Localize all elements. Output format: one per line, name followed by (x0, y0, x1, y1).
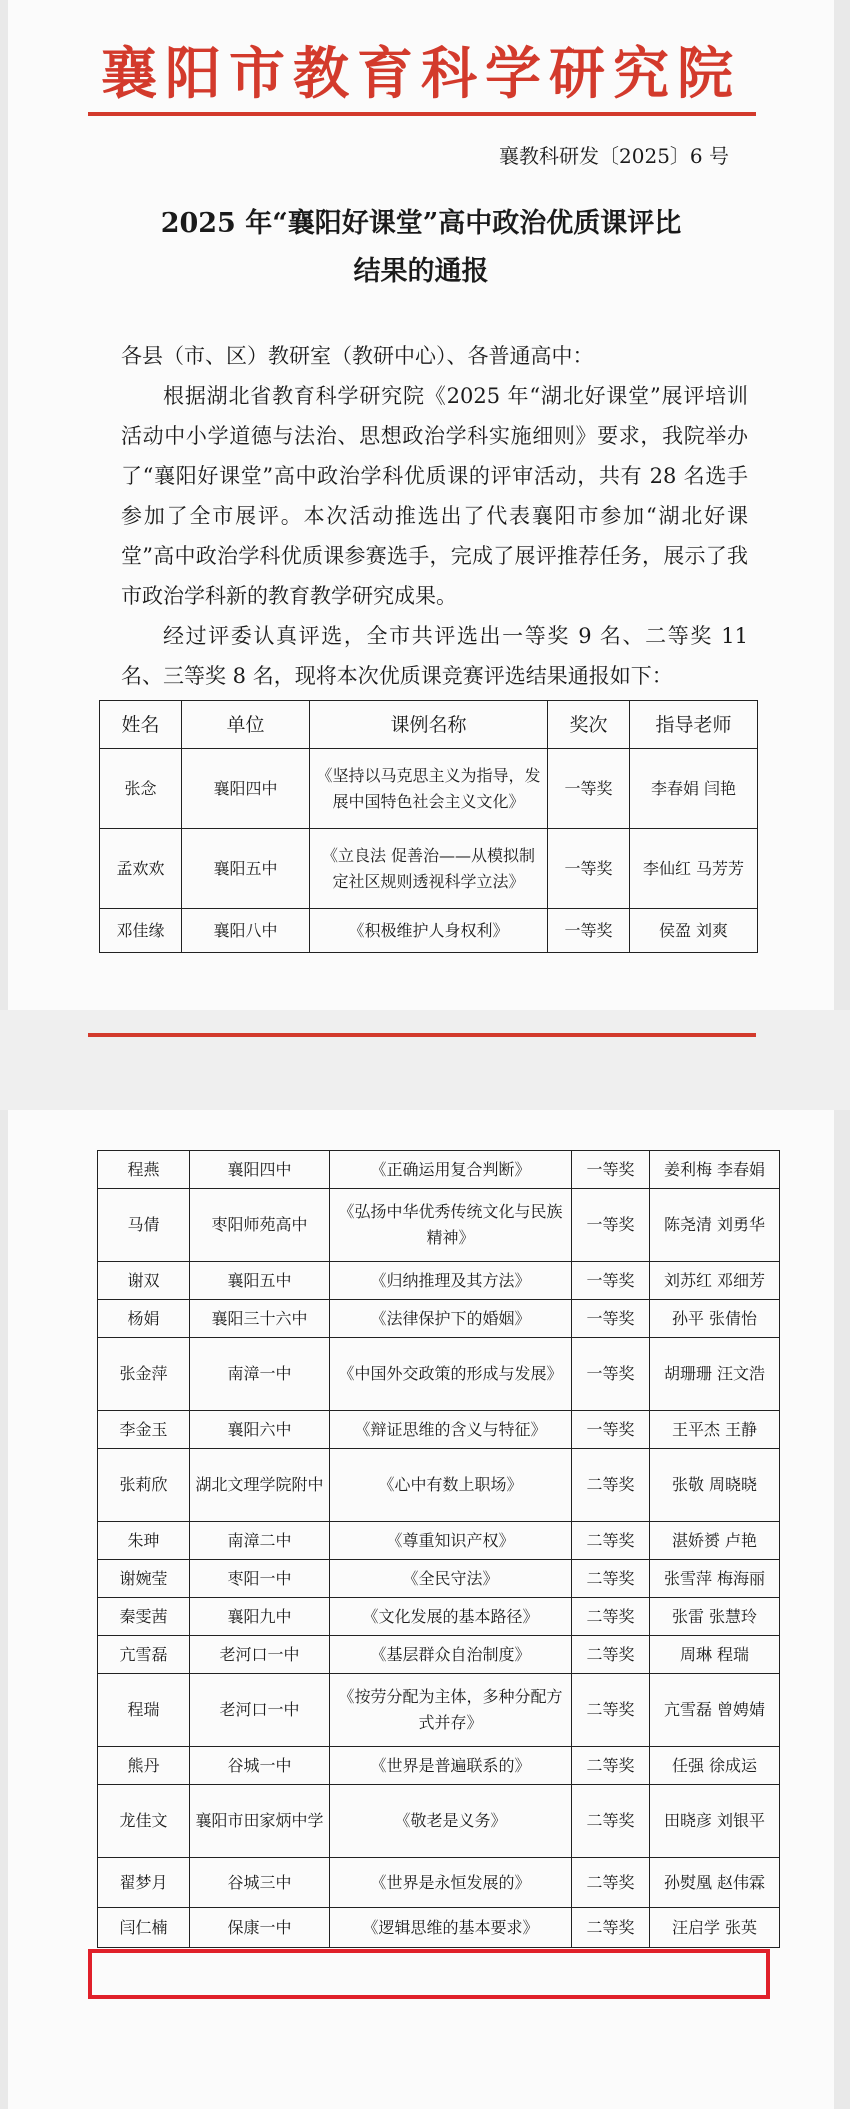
header-name: 姓名 (100, 701, 182, 749)
cell-lesson: 《法律保护下的婚姻》 (330, 1300, 572, 1338)
cell-lesson: 《逻辑思维的基本要求》 (330, 1908, 572, 1948)
cell-lesson: 《全民守法》 (330, 1560, 572, 1598)
cell-name: 李金玉 (98, 1411, 190, 1449)
cell-mentors: 湛娇赟 卢艳 (650, 1522, 780, 1560)
table-row (98, 1151, 780, 1189)
cell-award: 一等奖 (572, 1338, 650, 1411)
cell-unit: 襄阳市田家炳中学 (190, 1785, 330, 1858)
cell-unit: 南漳二中 (190, 1522, 330, 1560)
cell-name: 谢婉莹 (98, 1560, 190, 1598)
title-line-2: 结果的通报 (353, 256, 489, 287)
cell-unit: 保康一中 (190, 1908, 330, 1948)
table-row (100, 829, 758, 909)
cell-award: 二等奖 (572, 1674, 650, 1747)
highlight-box (88, 1949, 770, 1999)
cell-award: 一等奖 (548, 909, 630, 953)
cell-mentors: 汪启学 张英 (650, 1908, 780, 1948)
header-mentors: 指导老师 (630, 701, 758, 749)
paragraph-2: 经过评委认真评选，全市共评选出一等奖 9 名、二等奖 11 名、三等奖 8 名，现将本次优质课竞赛评选结果通报如下： (121, 624, 748, 688)
cell-mentors: 李仙红 马芳芳 (630, 829, 758, 909)
table-row (98, 1674, 780, 1747)
cell-unit: 襄阳五中 (190, 1262, 330, 1300)
cell-mentors: 陈尧清 刘勇华 (650, 1189, 780, 1262)
cell-unit: 襄阳四中 (182, 749, 310, 829)
agency-masthead: 襄阳市教育科学研究院 (101, 41, 741, 107)
cell-lesson: 《基层群众自治制度》 (330, 1636, 572, 1674)
cell-mentors: 刘苏红 邓细芳 (650, 1262, 780, 1300)
cell-lesson: 《归纳推理及其方法》 (330, 1262, 572, 1300)
document-page-1 (8, 0, 834, 1010)
cell-lesson: 《弘扬中华优秀传统文化与民族精神》 (330, 1189, 572, 1262)
table-row (100, 749, 758, 829)
title-line-1: 2025 年“襄阳好课堂”高中政治优质课评比 (160, 208, 682, 239)
cell-mentors: 王平杰 王静 (650, 1411, 780, 1449)
cell-unit: 谷城一中 (190, 1747, 330, 1785)
table-row (98, 1262, 780, 1300)
cell-award: 一等奖 (572, 1411, 650, 1449)
cell-name: 张金萍 (98, 1338, 190, 1411)
cell-name: 翟梦月 (98, 1858, 190, 1908)
cell-name: 龙佳文 (98, 1785, 190, 1858)
footer-red-rule (88, 1033, 756, 1037)
table-row (98, 1747, 780, 1785)
cell-lesson: 《敬老是义务》 (330, 1785, 572, 1858)
cell-award: 二等奖 (572, 1598, 650, 1636)
header-unit: 单位 (182, 701, 310, 749)
cell-name: 闫仁楠 (98, 1908, 190, 1948)
cell-name: 朱珅 (98, 1522, 190, 1560)
cell-award: 二等奖 (572, 1560, 650, 1598)
cell-name: 孟欢欢 (100, 829, 182, 909)
cell-unit: 谷城三中 (190, 1858, 330, 1908)
table-row (98, 1449, 780, 1522)
cell-name: 马倩 (98, 1189, 190, 1262)
cell-mentors: 孙平 张倩怡 (650, 1300, 780, 1338)
table-row (98, 1338, 780, 1411)
cell-mentors: 周琳 程瑞 (650, 1636, 780, 1674)
salutation: 各县（市、区）教研室（教研中心）、各普通高中： (121, 344, 594, 368)
document-number: 襄教科研发〔2025〕6 号 (499, 144, 729, 168)
document-title (128, 200, 714, 296)
cell-award: 二等奖 (572, 1636, 650, 1674)
page-gap (0, 1010, 850, 1110)
table-row (98, 1908, 780, 1948)
cell-award: 二等奖 (572, 1858, 650, 1908)
cell-mentors: 张敬 周晓晓 (650, 1449, 780, 1522)
cell-unit: 襄阳五中 (182, 829, 310, 909)
cell-unit: 襄阳九中 (190, 1598, 330, 1636)
cell-lesson: 《坚持以马克思主义为指导，发展中国特色社会主义文化》 (310, 749, 548, 829)
cell-name: 张念 (100, 749, 182, 829)
cell-unit: 枣阳师苑高中 (190, 1189, 330, 1262)
table-row (98, 1560, 780, 1598)
cell-award: 二等奖 (572, 1522, 650, 1560)
cell-award: 二等奖 (572, 1785, 650, 1858)
cell-mentors: 孙熨凰 赵伟霖 (650, 1858, 780, 1908)
table-row (98, 1785, 780, 1858)
cell-mentors: 李春娟 闫艳 (630, 749, 758, 829)
table-row (100, 909, 758, 953)
table-row (98, 1411, 780, 1449)
cell-unit: 襄阳六中 (190, 1411, 330, 1449)
cell-mentors: 胡珊珊 汪文浩 (650, 1338, 780, 1411)
cell-award: 一等奖 (548, 749, 630, 829)
cell-award: 一等奖 (572, 1300, 650, 1338)
cell-mentors: 田晓彦 刘银平 (650, 1785, 780, 1858)
cell-lesson: 《中国外交政策的形成与发展》 (330, 1338, 572, 1411)
cell-lesson: 《正确运用复合判断》 (330, 1151, 572, 1189)
cell-mentors: 亢雪磊 曾娉婧 (650, 1674, 780, 1747)
cell-name: 熊丹 (98, 1747, 190, 1785)
table-row (98, 1522, 780, 1560)
table-row (98, 1858, 780, 1908)
cell-lesson: 《文化发展的基本路径》 (330, 1598, 572, 1636)
paragraph-1: 根据湖北省教育科学研究院《2025 年“湖北好课堂”展评培训活动中小学道德与法治、思想政治学科实施细则》要求，我院举办了“襄阳好课堂”高中政治学科优质课的评审活动，共有 28 名选手参加了全市展评。本次活动推选出了代表襄阳市参加“湖北好课堂”高中政治学科优质课参赛选手，完成了展评推荐任务，展示了我市政治学科新的教育教学研究成果。 (121, 384, 748, 608)
cell-mentors: 张雪萍 梅海丽 (650, 1560, 780, 1598)
cell-lesson: 《立良法 促善治——从模拟制定社区规则透视科学立法》 (310, 829, 548, 909)
cell-name: 张莉欣 (98, 1449, 190, 1522)
cell-unit: 湖北文理学院附中 (190, 1449, 330, 1522)
cell-name: 亢雪磊 (98, 1636, 190, 1674)
cell-mentors: 侯盈 刘爽 (630, 909, 758, 953)
cell-lesson: 《世界是永恒发展的》 (330, 1858, 572, 1908)
cell-award: 二等奖 (572, 1449, 650, 1522)
cell-mentors: 任强 徐成运 (650, 1747, 780, 1785)
table-row (98, 1300, 780, 1338)
document-body (121, 336, 748, 696)
cell-lesson: 《按劳分配为主体，多种分配方式并存》 (330, 1674, 572, 1747)
cell-name: 邓佳缘 (100, 909, 182, 953)
cell-unit: 枣阳一中 (190, 1560, 330, 1598)
cell-lesson: 《心中有数上职场》 (330, 1449, 572, 1522)
cell-mentors: 姜利梅 李春娟 (650, 1151, 780, 1189)
results-table-part-1 (99, 700, 758, 953)
masthead-red-rule (88, 112, 756, 116)
table-header-row (100, 701, 758, 749)
cell-name: 程瑞 (98, 1674, 190, 1747)
cell-unit: 襄阳八中 (182, 909, 310, 953)
cell-lesson: 《世界是普遍联系的》 (330, 1747, 572, 1785)
results-table-part-2 (97, 1150, 780, 1948)
table-row (98, 1189, 780, 1262)
cell-lesson: 《尊重知识产权》 (330, 1522, 572, 1560)
table-row (98, 1598, 780, 1636)
cell-unit: 襄阳三十六中 (190, 1300, 330, 1338)
cell-name: 谢双 (98, 1262, 190, 1300)
cell-award: 一等奖 (548, 829, 630, 909)
header-lesson: 课例名称 (310, 701, 548, 749)
results-table-body (98, 1151, 780, 1948)
cell-name: 杨娟 (98, 1300, 190, 1338)
cell-lesson: 《辩证思维的含义与特征》 (330, 1411, 572, 1449)
table-row (98, 1636, 780, 1674)
cell-unit: 襄阳四中 (190, 1151, 330, 1189)
cell-unit: 南漳一中 (190, 1338, 330, 1411)
cell-award: 一等奖 (572, 1151, 650, 1189)
cell-award: 二等奖 (572, 1747, 650, 1785)
cell-lesson: 《积极维护人身权利》 (310, 909, 548, 953)
cell-name: 秦雯茜 (98, 1598, 190, 1636)
header-award: 奖次 (548, 701, 630, 749)
cell-award: 一等奖 (572, 1262, 650, 1300)
cell-mentors: 张雷 张慧玲 (650, 1598, 780, 1636)
cell-unit: 老河口一中 (190, 1674, 330, 1747)
cell-award: 二等奖 (572, 1908, 650, 1948)
cell-unit: 老河口一中 (190, 1636, 330, 1674)
cell-award: 一等奖 (572, 1189, 650, 1262)
cell-name: 程燕 (98, 1151, 190, 1189)
